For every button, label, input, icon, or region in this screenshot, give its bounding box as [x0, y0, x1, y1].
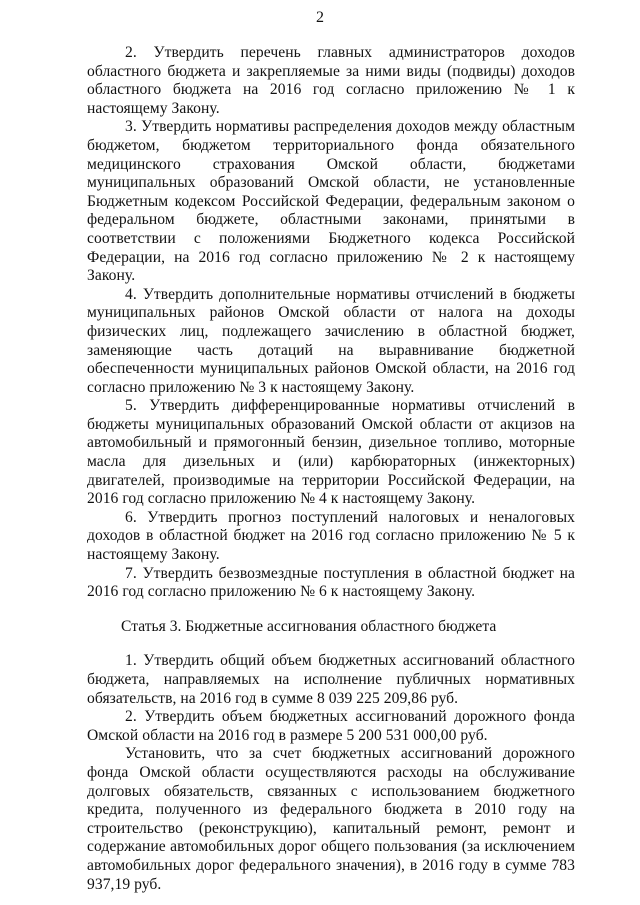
page-number: 2 — [316, 9, 324, 26]
paragraph-item-3: 3. Утвердить нормативы распределения доходов между областным бюджетом, бюджетом территориального фонда обязательного медицинского страхования Омской области, бюджетами муниципальных образований Омской области, не установленные Бюджетным кодексом Российской Федерации, федеральным законом о федеральном бюджете, областными законами, принятыми в соответствии с положениями Бюджетного кодекса Российской Федерации, на 2016 год согласно приложению № 2 к настоящему Закону. — [87, 118, 575, 285]
paragraph-item-4: 4. Утвердить дополнительные нормативы отчислений в бюджеты муниципальных районов Омской области от налога на доходы физических лиц, подлежащего зачислению в областной бюджет, заменяющие часть дотаций на выравнивание бюджетной обеспеченности муниципальных районов Омской области, на 2016 год согласно приложению № 3 к настоящему Закону. — [87, 285, 575, 396]
article-3-paragraph-1: 1. Утвердить общий объем бюджетных ассигнований областного бюджета, направляемых на исполнение публичных нормативных обязательств, на 2016 год в сумме 8 039 225 209,86 руб. — [87, 652, 575, 707]
paragraph-item-5: 5. Утвердить дифференцированные нормативы отчислений в бюджеты муниципальных образований Омской области от акцизов на автомобильный и прямогонный бензин, дизельное топливо, моторные масла для дизельных и (или) карбюраторных (инжекторных) двигателей, производимые на территории Российской Федерации, на 2016 год согласно приложению № 4 к настоящему Закону. — [87, 397, 575, 508]
paragraph-item-7: 7. Утвердить безвозмездные поступления в областной бюджет на 2016 год согласно приложению № 6 к настоящему Закону. — [87, 564, 575, 601]
article-3-paragraph-road-fund: Установить, что за счет бюджетных ассигнований дорожного фонда Омской области осуществляются расходы на обслуживание долговых обязательств, связанных с использованием бюджетного кредита, полученного из федерального бюджета в 2010 году на строительство (реконструкцию), капитальный ремонт, ремонт и содержание автомобильных дорог общего пользования (за исключением автомобильных дорог федерального значения), в 2016 году в сумме 783 937,19 руб. — [87, 745, 575, 893]
document-body — [87, 44, 575, 894]
article-3-paragraph-2: 2. Утвердить объем бюджетных ассигнований дорожного фонда Омской области на 2016 год в размере 5 200 531 000,00 руб. — [87, 708, 575, 744]
article-3-heading: Статья 3. Бюджетные ассигнования областного бюджета — [121, 617, 497, 635]
paragraph-item-6: 6. Утвердить прогноз поступлений налоговых и неналоговых доходов в областной бюджет на 2016 год согласно приложению № 5 к настоящему Закону. — [87, 508, 575, 564]
paragraph-item-2: 2. Утвердить перечень главных администраторов доходов областного бюджета и закрепляемые за ними виды (подвиды) доходов областного бюджета на 2016 год согласно приложению № 1 к настоящему Закону. — [87, 44, 575, 117]
